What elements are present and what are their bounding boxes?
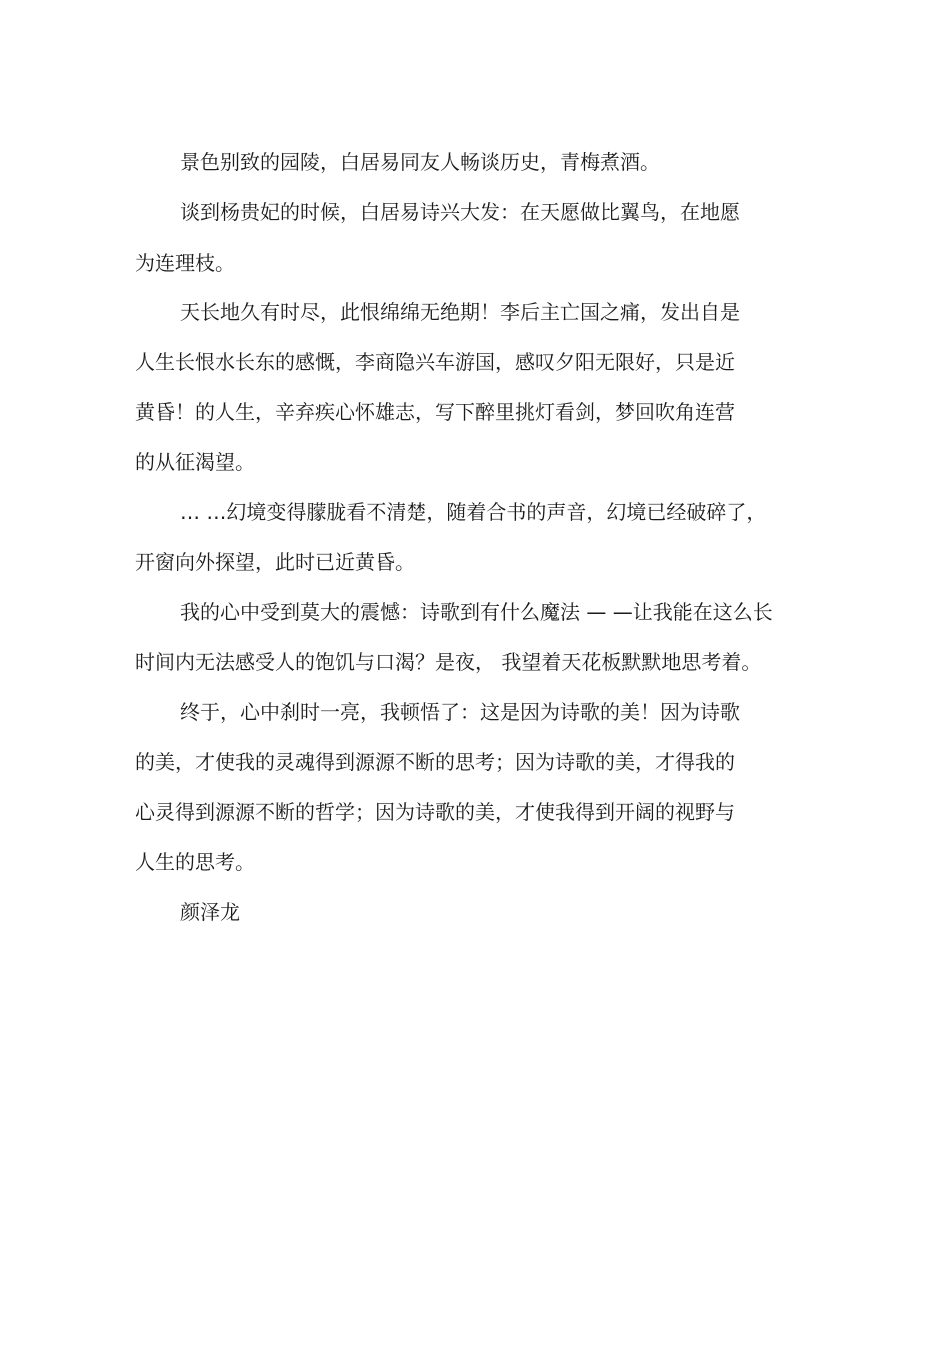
paragraph-6-line-2: 的美，才使我的灵魂得到源源不断的思考；因为诗歌的美，才得我的 (135, 750, 735, 774)
paragraph-5-line-1: 我的心中受到莫大的震憾：诗歌到有什么魔法 — —让我能在这么长 (180, 600, 773, 624)
paragraph-5-line-2: 时间内无法感受人的饱饥与口渴？是夜， 我望着天花板默默地思考着。 (135, 650, 762, 674)
paragraph-4-line-1: … …幻境变得朦胧看不清楚，随着合书的声音，幻境已经破碎了， (180, 500, 767, 524)
paragraph-3-line-2: 人生长恨水长东的感慨，李商隐兴车游国，感叹夕阳无限好，只是近 (135, 350, 735, 374)
paragraph-3-line-3: 黄昏！的人生，辛弃疾心怀雄志，写下醉里挑灯看剑，梦回吹角连营 (135, 400, 735, 424)
paragraph-4-line-2: 开窗向外探望，此时已近黄昏。 (135, 550, 415, 574)
paragraph-6-line-4: 人生的思考。 (135, 850, 255, 874)
paragraph-3-line-1: 天长地久有时尽，此恨绵绵无绝期！李后主亡国之痛，发出自是 (180, 300, 740, 324)
paragraph-2-line-1: 谈到杨贵妃的时候，白居易诗兴大发：在天愿做比翼鸟，在地愿 (180, 200, 740, 224)
paragraph-6-line-3: 心灵得到源源不断的哲学；因为诗歌的美，才使我得到开阔的视野与 (135, 800, 735, 824)
paragraph-1-line-1: 景色别致的园陵，白居易同友人畅谈历史，青梅煮酒。 (180, 150, 660, 174)
paragraph-3-line-4: 的从征渴望。 (135, 450, 255, 474)
paragraph-2-line-2: 为连理枝。 (135, 251, 235, 275)
paragraph-6-line-1: 终于，心中刹时一亮，我顿悟了：这是因为诗歌的美！因为诗歌 (180, 700, 740, 724)
author-signature: 颜泽龙 (180, 900, 240, 924)
